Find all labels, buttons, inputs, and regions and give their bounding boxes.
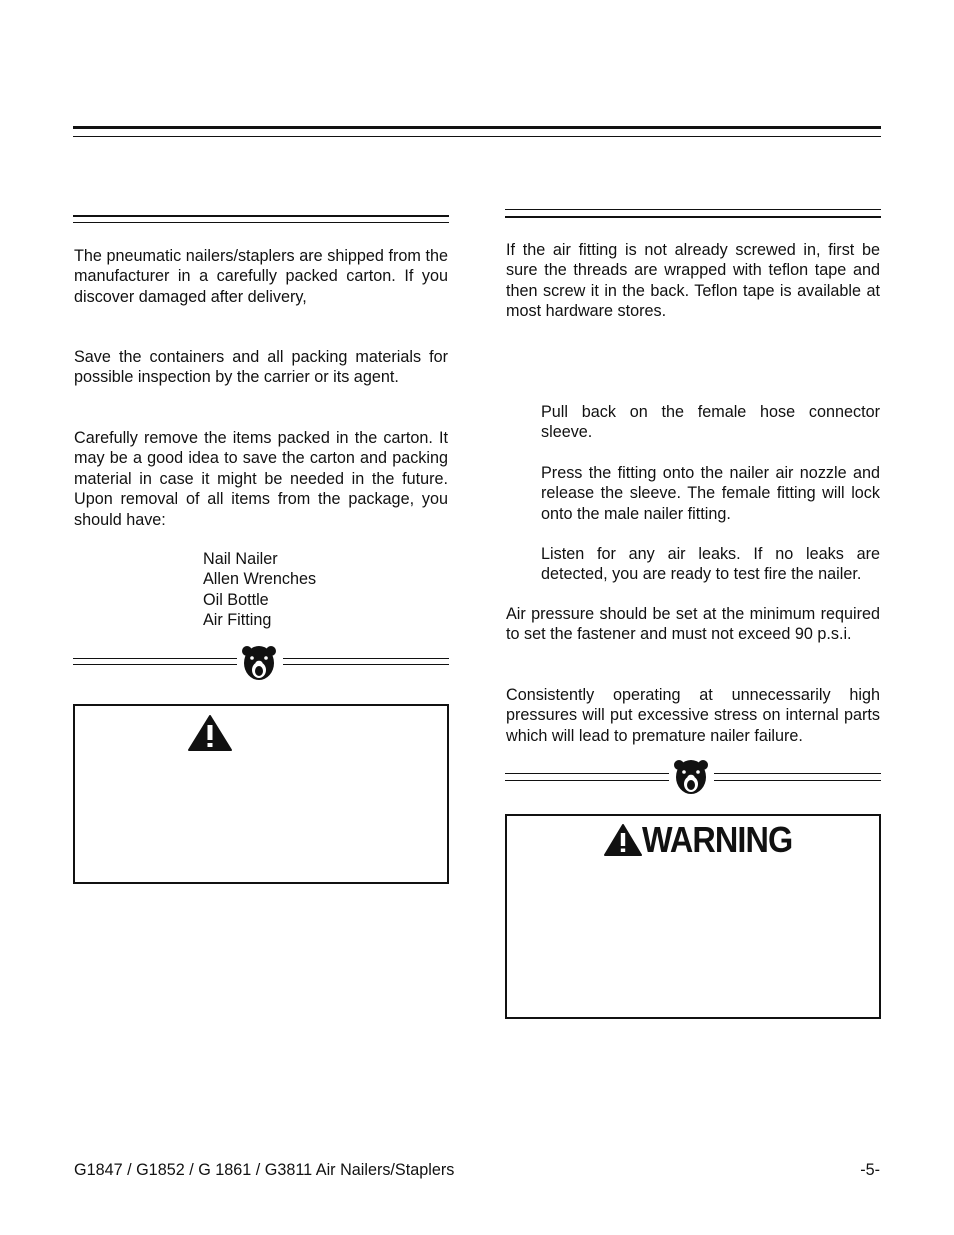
right-section-rule-thin <box>505 209 881 210</box>
step-pull-back: Pull back on the female hose connector sleeve. <box>541 403 880 442</box>
header-rule-thin <box>73 136 881 137</box>
inventory-item: Oil Bottle <box>203 590 269 609</box>
caution-box <box>73 704 449 884</box>
warning-label: WARNING <box>642 819 793 860</box>
inventory-list <box>203 549 433 631</box>
left-divider-rule-b <box>73 664 237 665</box>
right-divider-rule-a <box>505 773 669 774</box>
left-divider-rule-a <box>73 658 237 659</box>
high-pressure-paragraph: Consistently operating at unnecessarily high pressures will put excessive stress on internal parts which will lead to premature nailer failure. <box>506 686 880 745</box>
left-divider-rule-c <box>283 658 449 659</box>
warning-triangle-icon <box>603 823 643 857</box>
left-section-rule-thin <box>73 222 449 223</box>
warning-triangle-icon <box>187 714 233 752</box>
right-divider-rule-d <box>714 780 881 781</box>
inventory-item: Allen Wrenches <box>203 570 317 589</box>
bear-logo-icon <box>672 757 710 799</box>
left-divider-rule-d <box>283 664 449 665</box>
header-rule-thick <box>73 126 881 129</box>
inventory-item: Air Fitting <box>203 611 272 630</box>
unpacking-paragraph-3: Carefully remove the items packed in the carton. It may be a good idea to save the carton and packing material in case it might be needed in the future. Upon removal of all items from the package, you should have: <box>74 429 448 529</box>
step-press-fitting: Press the fitting onto the nailer air nozzle and release the sleeve. The female fitting will lock onto the male nailer fitting. <box>541 464 880 523</box>
right-divider-rule-c <box>714 773 881 774</box>
air-fitting-paragraph: If the air fitting is not already screwed in, first be sure the threads are wrapped with teflon tape and then screw it in the back. Teflon tape is available at most hardware stores. <box>506 241 880 321</box>
step-listen-leaks: Listen for any air leaks. If no leaks are detected, you are ready to test fire the nailer. <box>541 545 880 584</box>
unpacking-paragraph-2: Save the containers and all packing materials for possible inspection by the carrier or its agent. <box>74 348 448 387</box>
right-section-rule-thick <box>505 216 881 218</box>
unpacking-paragraph-1: The pneumatic nailers/staplers are shipped from the manufacturer in a carefully packed carton. If you discover damaged after delivery, <box>74 247 448 306</box>
right-divider-rule-b <box>505 780 669 781</box>
air-pressure-paragraph: Air pressure should be set at the minimum required to set the fastener and must not exceed 90 p.s.i. <box>506 605 880 644</box>
inventory-item: Nail Nailer <box>203 550 278 568</box>
bear-logo-icon <box>240 643 278 685</box>
page-number: -5- <box>860 1161 880 1179</box>
left-section-rule-thick <box>73 215 449 217</box>
footer-model-title: G1847 / G1852 / G 1861 / G3811 Air Nailers/Staplers <box>74 1161 455 1179</box>
